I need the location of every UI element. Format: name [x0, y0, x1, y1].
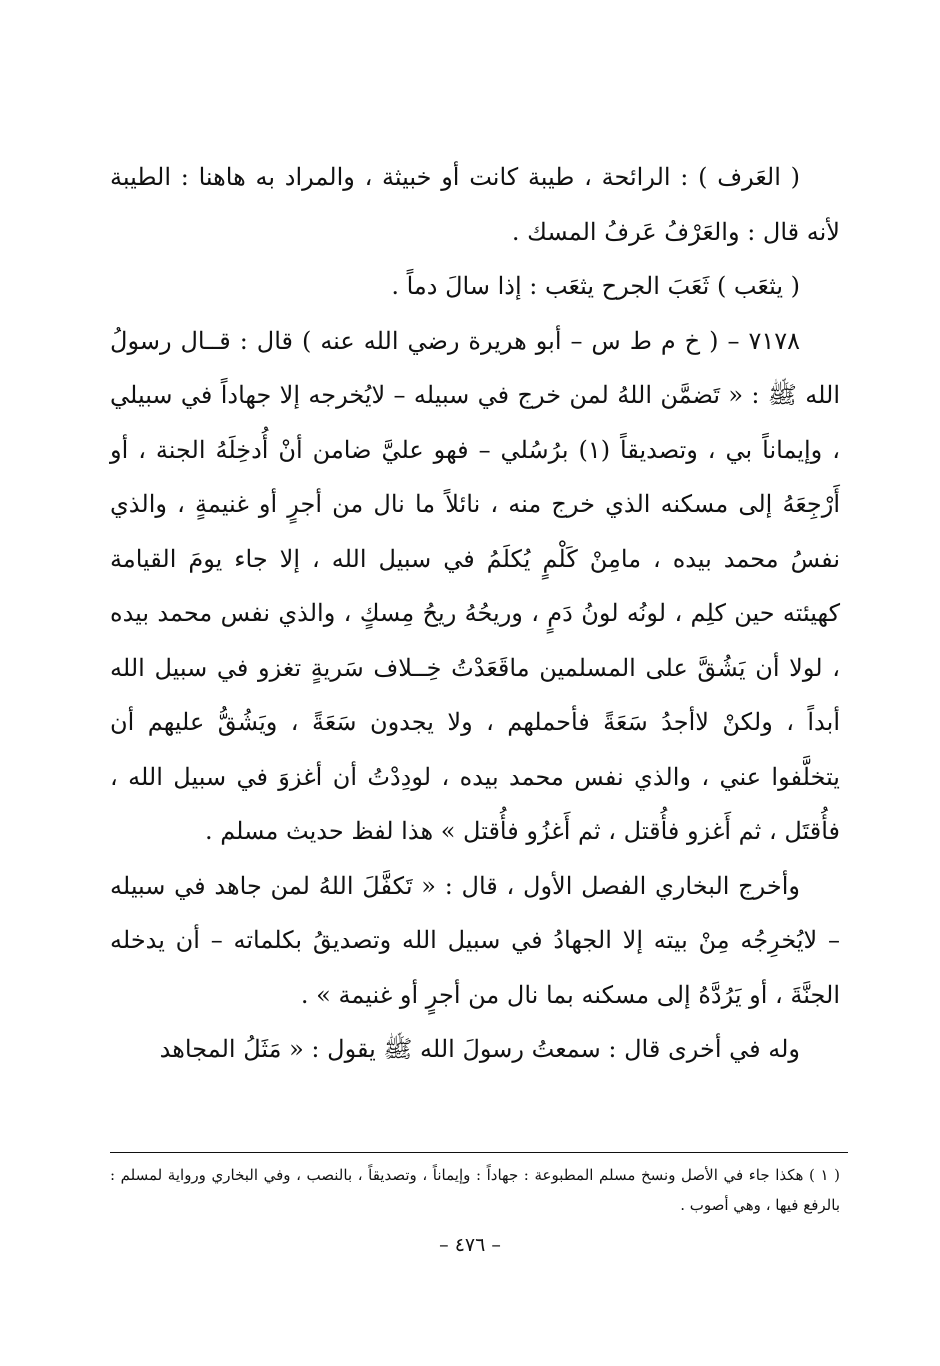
paragraph-definition-yathab: ( يثعَب ) ثَعَبَ الجرح يثعَب : إذا سالَ دماً .: [391, 272, 800, 300]
paragraph-hadith-7178: ٧١٧٨ – ( خ م ط س – أبو هريرة رضي الله عنه ) قال : قــال رسولُ الله ﷺ : « تَضمَّن اللهُ لمن خرج في سبيله – لايُخرجه إلا جهاداً في سبيلي ، وإيماناً بي ، وتصديقاً (١) برُسُلي – فهو عليَّ ضامن أنْ أُدخِلَهُ الجنة ، أو أَرْجِعَهُ إلى مسكنه الذي خرج منه ، نائلاً ما نال من أجرٍ أو غنيمةٍ ، والذي نفسُ محمد بيده ، مامِنْ كَلْمٍ يُكلَمُ في سبيل الله ، إلا جاء يومَ القيامة كهيئته حين كلِم ، لونُه لونُ دَمٍ ، وريحُهُ ريحُ مِسكٍ ، والذي نفس محمد بيده ، لولا أن يَشُقَّ على المسلمين ماقَعَدْتُ خِــلاف سَريةٍ تغزو في سبيل الله أبداً ، ولكنْ لاأجدُ سَعَةً فأحملهم ، ولا يجدون سَعَةً ، ويَشُقُّ عليهم أن يتخلَّفوا عني ، والذي نفس محمد بيده ، لودِدْتُ أن أغزوَ في سبيل الله ، فأُقتَل ، ثم أَغزو فأُقتل ، ثم أَغزُو فأُقتل » هذا لفظ حديث مسلم .: [110, 326, 840, 845]
paragraph-definition-arf: ( العَرف ) : الرائحة ، طيبة كانت أو خبيثة ، والمراد به هاهنا : الطيبة لأنه قال : والعَرْفُ عَرفُ المسك .: [110, 163, 840, 246]
page-body: [110, 150, 840, 1280]
page-number: – ٤٧٦ –: [439, 1234, 501, 1256]
footnote-divider: [110, 1152, 848, 1153]
footnote: ( ١ ) هكذا جاء في الأصل ونسخ مسلم المطبوعة : جهاداً : وإيماناً ، وتصديقاً ، بالنصب ، وفي البخاري ورواية لمسلم : بالرفع فيها ، وهي أصوب .: [110, 1166, 840, 1214]
paragraph-another-version: وله في أخرى قال : سمعتُ رسولَ الله ﷺ يقول : « مَثَلُ المجاهد: [159, 1035, 800, 1063]
paragraph-bukhari-version: وأخرج البخاري الفصل الأول ، قال : « تَكفَّلَ اللهُ لمن جاهد في سبيله – لايُخرِجُه مِنْ بيته إلا الجهادُ في سبيل الله وتصديقُ بكلماته – أن يدخله الجنَّةَ ، أو يَرُدَّهُ إلى مسكنه بما نال من أجرٍ أو غنيمة » .: [110, 871, 840, 1009]
